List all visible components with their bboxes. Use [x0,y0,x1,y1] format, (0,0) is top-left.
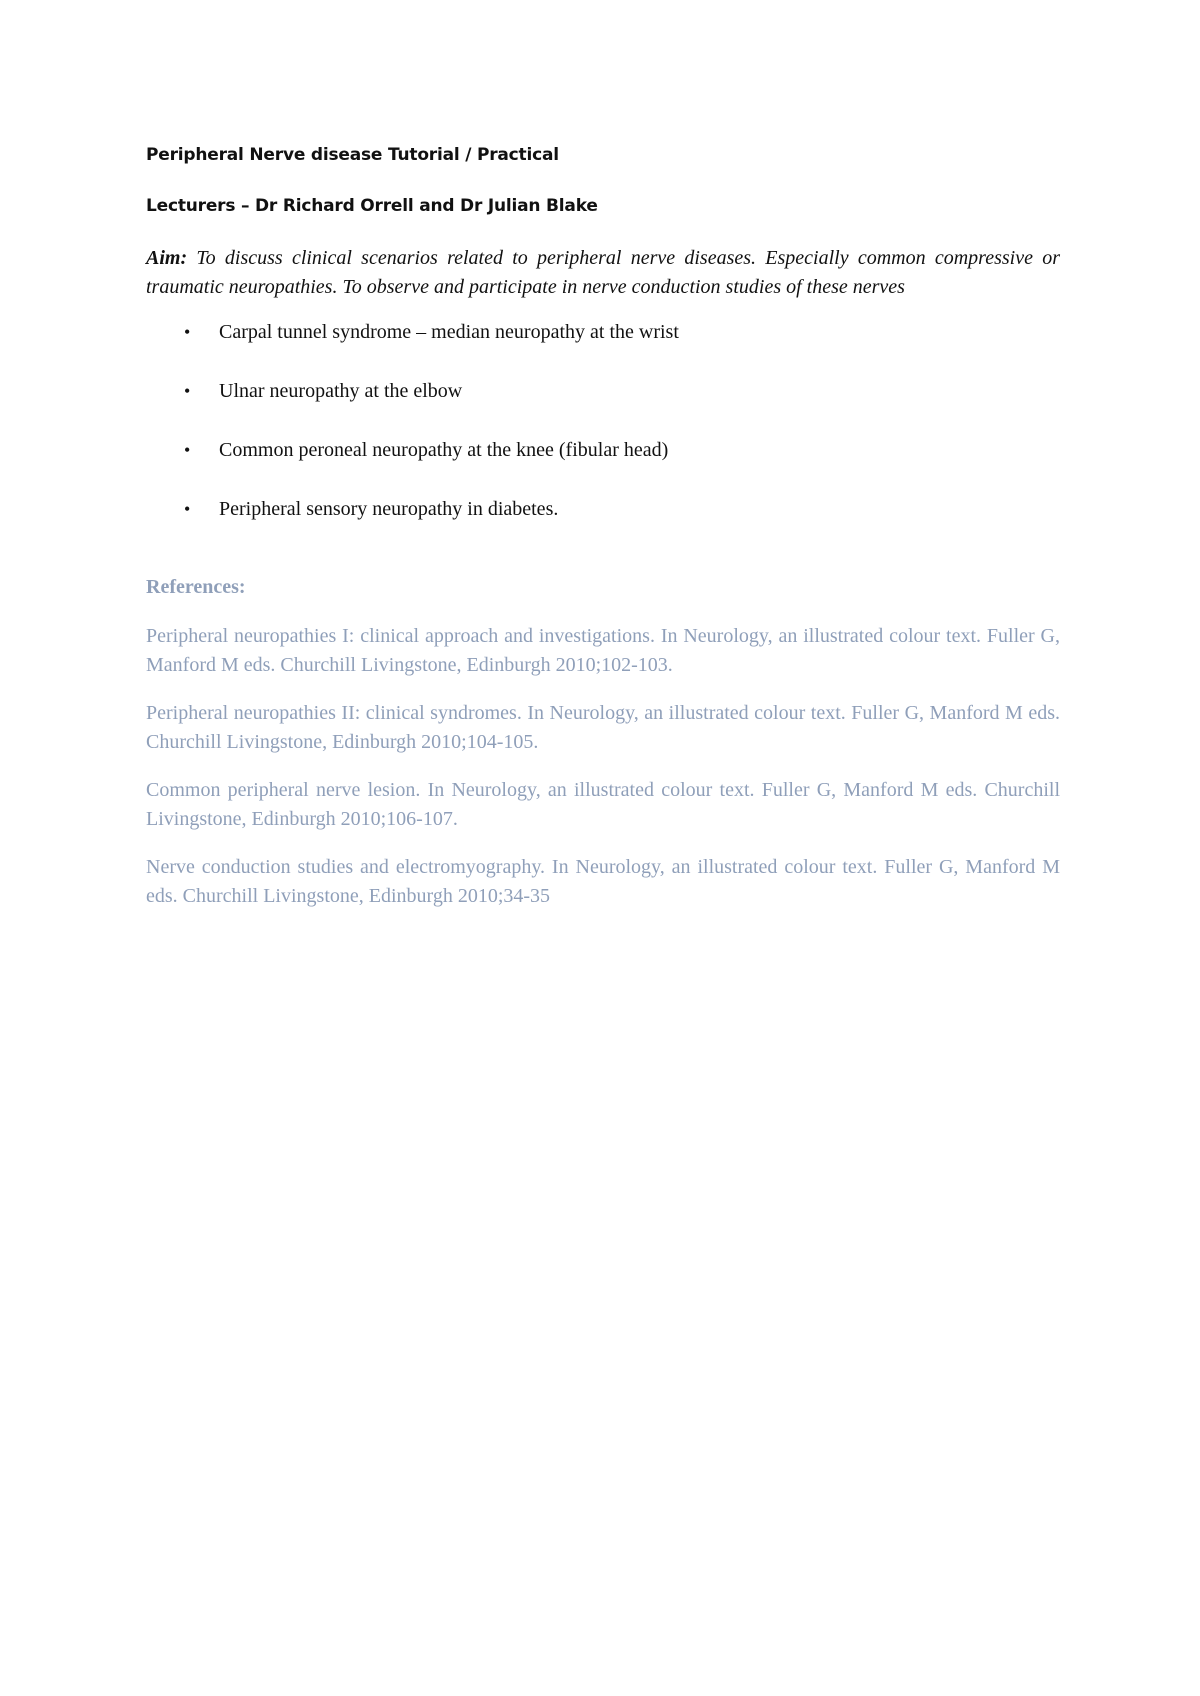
bullet-icon: • [184,440,191,460]
aim-text: To discuss clinical scenarios related to peripheral nerve diseases. Especially common compressive or traumatic neuropathies. To observe and participate in nerve conduction studies of these nerves [146,247,1060,298]
document-page [146,143,1060,930]
reference-item: Peripheral neuropathies II: clinical syndromes. In Neurology, an illustrated colour text. Fuller G, Manford M eds. Churchill Livingstone, Edinburgh 2010;104-105. [146,702,1060,753]
reference-item: Nerve conduction studies and electromyography. In Neurology, an illustrated colour text. Fuller G, Manford M eds. Churchill Livingstone, Edinburgh 2010;34-35 [146,856,1060,907]
reference-item: Common peripheral nerve lesion. In Neurology, an illustrated colour text. Fuller G, Manford M eds. Churchill Livingstone, Edinburgh 2010;106-107. [146,779,1060,830]
document-title: Peripheral Nerve disease Tutorial / Practical [146,145,559,165]
topic-text: Carpal tunnel syndrome – median neuropathy at the wrist [219,321,679,343]
list-item [146,318,1060,346]
references-section [146,573,1060,911]
topic-text: Peripheral sensory neuropathy in diabetes. [219,498,559,520]
list-item [146,495,1060,523]
topic-text: Ulnar neuropathy at the elbow [219,380,463,402]
lecturers-line: Lecturers – Dr Richard Orrell and Dr Julian Blake [146,196,598,216]
bullet-icon: • [184,499,191,519]
references-heading: References: [146,576,246,598]
bullet-icon: • [184,381,191,401]
aim-label: Aim: [146,247,188,269]
topics-list [146,318,1060,523]
list-item [146,436,1060,464]
topic-text: Common peroneal neuropathy at the knee (fibular head) [219,439,669,461]
aim-paragraph [146,244,1060,302]
reference-item: Peripheral neuropathies I: clinical approach and investigations. In Neurology, an illustrated colour text. Fuller G, Manford M eds. Churchill Livingstone, Edinburgh 2010;102-103. [146,625,1060,676]
bullet-icon: • [184,322,191,342]
list-item [146,377,1060,405]
